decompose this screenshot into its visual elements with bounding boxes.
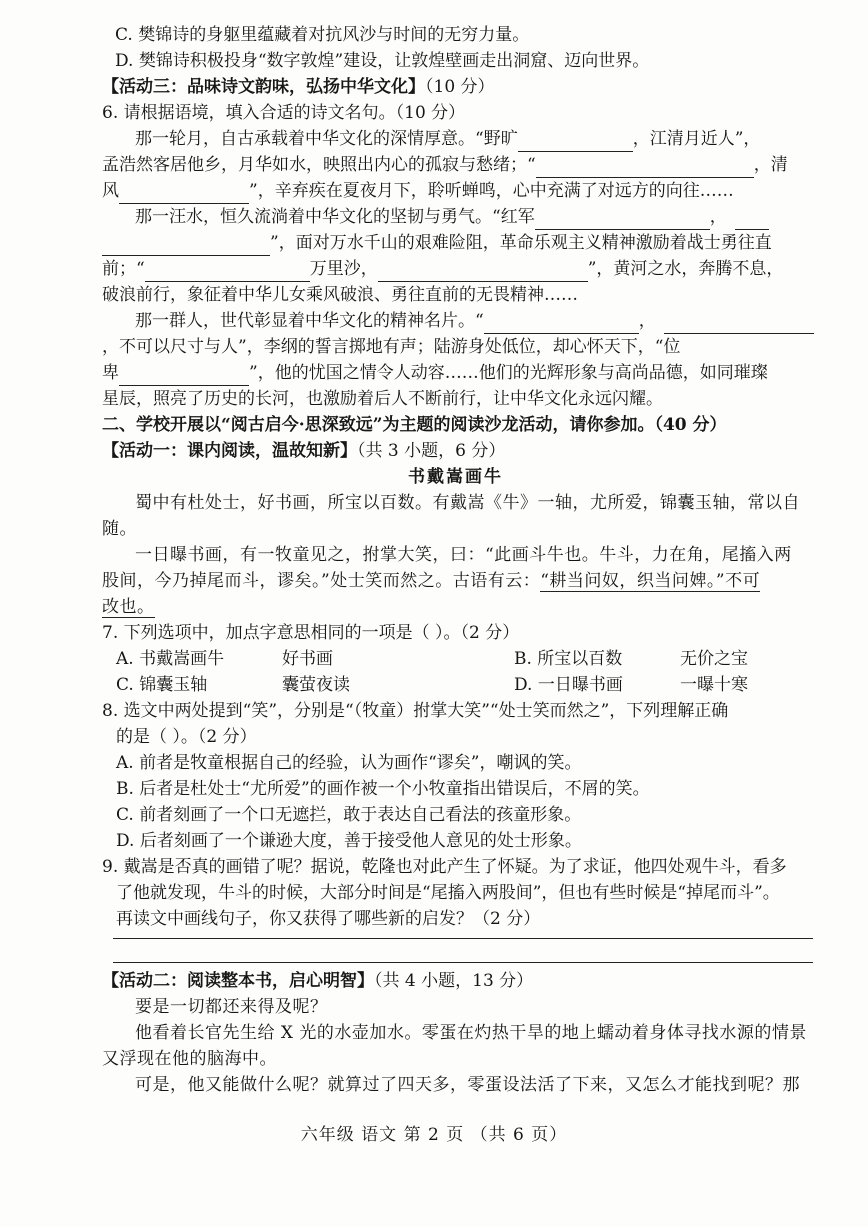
- activity3-title: 【活动三：品味诗文韵味，弘扬中华文化】: [102, 77, 425, 97]
- question-8: 8. 选文中两处提到“笑”，分别是“（牧童）拊掌大笑”“处士笑而然之”，下列理解正确: [102, 701, 729, 721]
- question-6: 6. 请根据语境，填入合适的诗文名句。（10 分）: [102, 103, 466, 123]
- text: ”，面对万水千山的艰难险阻，革命乐观主义精神激励着战士勇往直: [270, 233, 772, 253]
- reading-line3: 又浮现在他的脑海中。: [102, 1049, 277, 1069]
- text: ，清: [753, 155, 788, 175]
- question-8-cont: 的是（ ）。（2 分）: [116, 727, 257, 747]
- activity1-score: （共 3 小题，6 分）: [357, 441, 506, 461]
- answer-blank[interactable]: [535, 209, 710, 230]
- reading-line1: 要是一切都还来得及呢？: [135, 997, 328, 1017]
- activity2-heading: [102, 968, 533, 994]
- activity1-title: 【活动一：课内阅读，温故知新】: [102, 441, 357, 461]
- text: ”，辛弃疾在夏夜月下，聆听蝉鸣，心中充满了对远方的向往……: [249, 181, 734, 201]
- text-title: 书戴嵩画牛: [408, 467, 503, 487]
- text: ，: [638, 311, 656, 331]
- text: ，江清月近人”，: [632, 129, 761, 149]
- q6-para3-line2: ，不可以尺寸与人”，李纲的誓言掷地有声；陆游身处低位，却心怀天下，“位: [102, 337, 681, 357]
- classical-text-line1: 蜀中有杜处士，好书画，所宝以百数。有戴嵩《牛》一轴，尤所爱，锦囊玉轴，常以自: [135, 493, 800, 513]
- text: 万里沙，: [309, 259, 378, 279]
- q7-option-c-pair: 囊萤夜读: [282, 675, 350, 695]
- underlined-sentence-end: 改也。: [102, 597, 155, 617]
- page-footer: 六年级 语文 第 2 页 （共 6 页）: [300, 1125, 568, 1145]
- q6-para3-line3: [102, 360, 768, 386]
- reading-line4: 可是，他又能做什么呢？就算过了四天多，零蛋设法活了下来，又怎么才能找到呢？那: [135, 1075, 800, 1095]
- q7-option-b[interactable]: B. 所宝以百数: [514, 649, 623, 669]
- question-9-line1: 9. 戴嵩是否真的画错了呢？据说，乾隆也对此产生了怀疑。为了求证，他四处观牛斗，看多: [102, 857, 787, 877]
- answer-blank[interactable]: [484, 313, 639, 334]
- text: 卑: [102, 363, 119, 383]
- reading-line2: 他看着长官先生给 X 光的水壶加水。零蛋在灼热干旱的地上蠕动着身体寻找水源的情景: [135, 1023, 807, 1043]
- q6-para2-line4: 破浪前行，象征着中华儿女乘风破浪、勇往直前的无畏精神……: [102, 285, 578, 305]
- answer-blank[interactable]: [119, 365, 249, 386]
- classical-text-line4: [102, 568, 760, 594]
- text: ，: [709, 207, 727, 227]
- answer-blank[interactable]: [145, 261, 310, 282]
- q7-option-c[interactable]: C. 锦囊玉轴: [116, 675, 208, 695]
- text: ”，黄河之水，奔腾不息，: [587, 259, 784, 279]
- underlined-sentence: “耕当问奴，织当问婢。”: [540, 571, 726, 591]
- activity3-score: （10 分）: [425, 77, 495, 97]
- option-c-prev: C. 樊锦诗的身躯里蕴藏着对抗风沙与时间的无穷力量。: [115, 25, 530, 45]
- activity3-heading: [102, 74, 495, 100]
- q6-para2-line3: [102, 256, 783, 282]
- text: 孟浩然客居他乡，月华如水，映照出内心的孤寂与愁绪；“: [102, 155, 536, 175]
- q8-option-a[interactable]: A. 前者是牧童根据自己的经验，认为画作“谬矣”，嘲讽的笑。: [116, 753, 582, 773]
- answer-blank[interactable]: [102, 235, 270, 256]
- q8-option-b[interactable]: B. 后者是杜处士“尤所爱”的画作被一个小牧童指出错误后，不屑的笑。: [116, 779, 650, 799]
- activity2-title: 【活动二：阅读整本书，启心明智】: [102, 971, 374, 991]
- text: 前；“: [102, 259, 145, 279]
- section2-heading: 二、学校开展以“阅古启今·思深致远”为主题的阅读沙龙活动，请你参加。（40 分）: [102, 415, 727, 435]
- question-9-line2: 了他就发现，牛斗的时候，大部分时间是“尾搐入两股间”，但也有些时候是“掉尾而斗”。: [116, 883, 780, 903]
- option-d-prev: D. 樊锦诗积极投身“数字敦煌”建设，让敦煌壁画走出洞窟、迈向世界。: [115, 51, 650, 71]
- answer-blank[interactable]: [735, 209, 769, 230]
- classical-text-line2: 随。: [102, 519, 137, 539]
- question-9-line3: 再读文中画线句子，你又获得了哪些新的启发？（2 分）: [116, 909, 541, 929]
- q6-para1-line2: [102, 152, 788, 178]
- q7-option-d[interactable]: D. 一日曝书画: [514, 675, 623, 695]
- q6-para2-line1: [135, 204, 769, 230]
- text: ”，他的忧国之情令人动容……他们的光辉形象与高尚品德，如同璀璨: [249, 363, 768, 383]
- text: 那一轮月，自古承载着中华文化的深情厚意。“野旷: [135, 129, 518, 149]
- q6-para2-line2: [102, 230, 772, 256]
- text: 风: [102, 181, 119, 201]
- q7-option-a-pair: 好书画: [282, 649, 333, 669]
- classical-text-line5: [102, 594, 155, 620]
- text: 股间，今乃掉尾而斗，谬矣。”处士笑而然之。古语有云：: [102, 571, 541, 591]
- text: 那一汪水，恒久流淌着中华文化的坚韧与勇气。“红军: [135, 207, 535, 227]
- classical-text-line3: 一日曝书画，有一牧童见之，拊掌大笑，曰：“此画斗牛也。牛斗，力在角，尾搐入两: [135, 545, 792, 565]
- answer-line-2[interactable]: [113, 962, 813, 963]
- answer-blank[interactable]: [119, 183, 249, 204]
- q6-para1-line1: [135, 126, 760, 152]
- q6-para3-line1: [135, 308, 814, 334]
- q7-option-d-pair: 一曝十寒: [680, 675, 748, 695]
- q8-option-d[interactable]: D. 后者刻画了一个谦逊大度，善于接受他人意见的处士形象。: [116, 831, 582, 851]
- text: 那一群人，世代彰显着中华文化的精神名片。“: [135, 311, 484, 331]
- activity2-score: （共 4 小题，13 分）: [374, 971, 534, 991]
- answer-blank[interactable]: [518, 131, 633, 152]
- question-7: 7. 下列选项中，加点字意思相同的一项是（ ）。（2 分）: [102, 623, 520, 643]
- answer-line-1[interactable]: [113, 938, 813, 939]
- answer-blank[interactable]: [664, 313, 814, 334]
- q6-para1-line3: [102, 178, 734, 204]
- answer-blank[interactable]: [536, 157, 754, 178]
- q6-para3-line4: 星辰，照亮了历史的长河，也激励着后人不断前行，让中华文化永远闪耀。: [102, 389, 663, 409]
- q8-option-c[interactable]: C. 前者刻画了一个口无遮拦，敢于表达自己看法的孩童形象。: [116, 805, 582, 825]
- q7-option-a[interactable]: A. 书戴嵩画牛: [116, 649, 225, 669]
- q7-option-b-pair: 无价之宝: [680, 649, 748, 669]
- underlined-sentence-cont: 不可: [725, 571, 761, 591]
- activity1-heading: [102, 438, 505, 464]
- answer-blank[interactable]: [378, 261, 588, 282]
